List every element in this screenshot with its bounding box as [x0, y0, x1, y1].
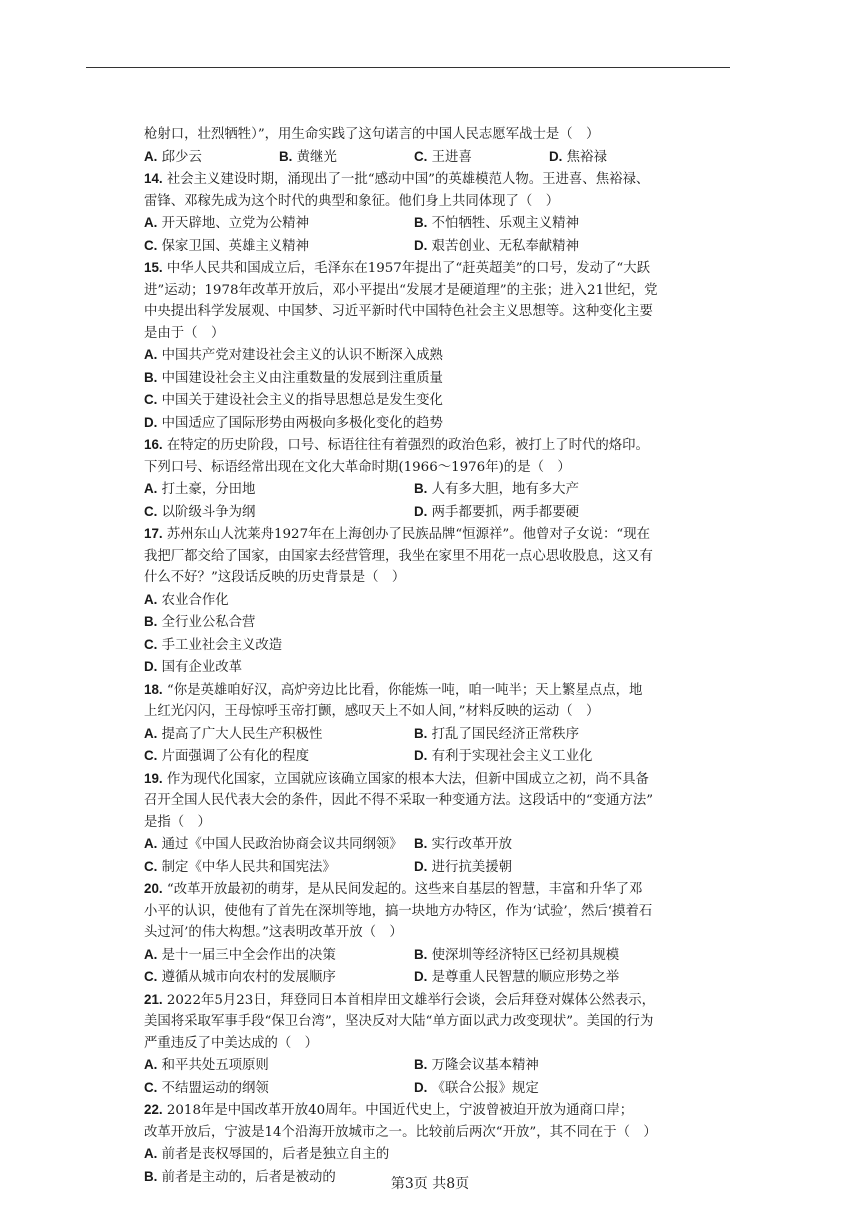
question-stem-line: [144, 191, 684, 213]
option-letter: B.: [144, 614, 158, 629]
question-stem-line: [144, 168, 684, 191]
answer-option[interactable]: [144, 944, 414, 967]
answer-option[interactable]: [414, 1054, 684, 1077]
question-stem-text: 是指（ ）: [144, 814, 211, 830]
option-text: 王进喜: [431, 149, 472, 165]
answer-options-row: [144, 745, 684, 768]
option-text: 焦裕禄: [566, 149, 607, 165]
question-stem-text: 2018年是中国改革开放40周年。中国近代史上，宁波曾被迫开放为通商口岸；: [166, 1103, 634, 1118]
option-letter: A.: [144, 347, 158, 362]
option-letter: D.: [549, 148, 563, 164]
answer-options-row: [144, 146, 684, 169]
option-letter: A.: [144, 481, 158, 496]
option-text: 是十一届三中全会作出的决策: [161, 947, 336, 963]
answer-option[interactable]: [144, 412, 443, 435]
answer-option[interactable]: [414, 833, 684, 856]
option-letter: C.: [144, 969, 158, 984]
answer-options-row: [144, 833, 684, 856]
answer-option[interactable]: [144, 589, 229, 612]
option-text: 前者是主动的，后者是被动的: [161, 1169, 336, 1185]
question-stem-text: 上红光闪闪，王母惊呼玉帝打颤，感叹天上不如人间，”材料反映的运动（ ）: [144, 704, 600, 719]
question-stem-line: [144, 1033, 684, 1055]
answer-option[interactable]: [549, 146, 684, 169]
question-stem-line: [144, 768, 684, 791]
option-letter: D.: [144, 659, 158, 674]
option-letter: C.: [144, 503, 158, 519]
question-stem-text: 雷锋、邓稼先成为这个时代的典型和象征。他们身上共同体现了（ ）: [144, 193, 560, 209]
question-stem-text: 头过河’的伟大构想。”这表明改革开放（ ）: [144, 925, 403, 940]
answer-option[interactable]: [414, 501, 684, 524]
option-text: 手工业社会主义改造: [161, 637, 283, 653]
question-stem-text: 小平的认识，使他有了首先在深圳等地，搞一块地方办特区，作为‘试验’，然后‘摸着石: [144, 903, 653, 919]
question-number: 14.: [144, 171, 163, 186]
answer-option[interactable]: [144, 389, 443, 412]
question-stem-text: 进”运动；1978年改革开放后，邓小平提出“发展才是硬道理”的主张；进入21世纪，党: [144, 282, 658, 298]
option-text: 中国建设社会主义由注重数量的发展到注重质量: [161, 370, 443, 386]
answer-option[interactable]: [414, 745, 684, 768]
option-text: 进行抗美援朝: [431, 859, 513, 875]
question-stem-text: 中央提出科学发展观、中国梦、习近平新时代中国特色社会主义思想等。这种变化主要: [144, 304, 653, 319]
exam-page-content: [144, 124, 684, 1188]
question-stem-text: 严重违反了中美达成的（ ）: [144, 1035, 319, 1051]
answer-option[interactable]: [414, 478, 684, 501]
question-stem-text: 社会主义建设时期，涌现出了一批“感动中国”的英雄模范人物。王进喜、焦裕禄、: [166, 172, 650, 187]
question-stem-line: [144, 434, 684, 457]
option-text: 制定《中华人民共和国宪法》: [161, 859, 336, 875]
question-stem-line: [144, 124, 684, 146]
answer-option[interactable]: [144, 966, 414, 989]
option-letter: D.: [144, 414, 158, 430]
answer-options-row: [144, 1077, 684, 1100]
option-letter: D.: [414, 503, 428, 519]
header-rule: [86, 67, 730, 68]
option-letter: D.: [414, 237, 428, 253]
answer-options-row: [144, 656, 684, 679]
question-stem-line: [144, 457, 684, 479]
option-text: 前者是丧权辱国的，后者是独立自主的: [161, 1147, 390, 1162]
question-number: 15.: [144, 260, 163, 275]
answer-option[interactable]: [414, 235, 684, 258]
answer-option[interactable]: [144, 478, 414, 501]
option-text: 《联合公报》规定: [431, 1080, 539, 1096]
question-stem-text: 改革开放后，宁波是14个沿海开放城市之一。比较前后两次“开放”，其不同在于（ ）: [144, 1124, 657, 1140]
option-text: 不结盟运动的纲领: [161, 1080, 269, 1096]
answer-options-row: [144, 966, 684, 989]
question-stem-text: 什么不好？”这段话反映的历史背景是（ ）: [144, 570, 406, 585]
answer-option[interactable]: [144, 723, 414, 746]
question-stem-line: [144, 1122, 684, 1144]
option-text: 中国共产党对建设社会主义的认识不断深入成熟: [161, 348, 443, 363]
question-stem-line: [144, 679, 684, 702]
answer-options-row: [144, 235, 684, 258]
option-letter: A.: [144, 148, 158, 164]
option-text: 是尊重人民智慧的顺应形势之举: [431, 970, 620, 985]
option-letter: A.: [144, 725, 158, 741]
option-letter: B.: [414, 725, 428, 741]
option-letter: B.: [144, 369, 158, 385]
option-text: 不怕牺牲、乐观主义精神: [431, 216, 579, 231]
option-letter: A.: [144, 836, 158, 851]
question-stem-text: 是由于（ ）: [144, 325, 225, 341]
option-text: 中国适应了国际形势由两极向多极化变化的趋势: [161, 415, 443, 431]
question-number: 16.: [144, 437, 163, 452]
answer-option[interactable]: [144, 235, 414, 258]
question-stem-line: [144, 567, 684, 589]
answer-option[interactable]: [144, 611, 255, 634]
question-stem-text: 苏州东山人沈莱舟1927年在上海创办了民族品牌“恒源祥”。他曾对子女说：“现在: [166, 527, 651, 542]
question-stem-line: [144, 301, 684, 323]
question-stem-line: [144, 257, 684, 280]
option-text: 艰苦创业、无私奉献精神: [431, 238, 579, 254]
question-number: 18.: [144, 681, 163, 697]
answer-option[interactable]: [144, 344, 443, 367]
answer-option[interactable]: [144, 1054, 414, 1077]
question-stem-text: “你是英雄咱好汉，高炉旁边比比看，你能炼一吨，咱一吨半；天上繁星点点，地: [166, 682, 643, 698]
question-stem-text: 枪射口，壮烈牺牲）”，用生命实践了这句诺言的中国人民志愿军战士是（ ）: [144, 127, 600, 142]
option-text: 万隆会议基本精神: [431, 1058, 539, 1073]
option-text: 农业合作化: [161, 592, 229, 608]
answer-option[interactable]: [279, 146, 414, 169]
option-letter: D.: [414, 1079, 428, 1095]
question-stem-text: 我把厂都交给了国家，由国家去经营管理，我坐在家里不用花一点心思收股息，这又有: [144, 548, 653, 564]
option-letter: B.: [144, 1168, 158, 1184]
question-stem-line: [144, 790, 684, 812]
option-letter: C.: [144, 636, 158, 652]
option-text: 国有企业改革: [161, 660, 243, 675]
answer-options-row: [144, 501, 684, 524]
answer-option[interactable]: [414, 212, 684, 235]
question-stem-line: [144, 546, 684, 568]
option-letter: B.: [414, 481, 428, 496]
question-stem-line: [144, 1099, 684, 1122]
answer-options-row: [144, 723, 684, 746]
answer-option[interactable]: [144, 146, 279, 169]
question-stem-text: 2022年5月23日，拜登同日本首相岸田文雄举行会谈，会后拜登对媒体公然表示，: [166, 992, 656, 1008]
option-text: 以阶级斗争为纲: [161, 504, 256, 520]
answer-option[interactable]: [144, 367, 443, 390]
option-letter: A.: [144, 215, 158, 230]
option-text: 中国关于建设社会主义的指导思想总是发生变化: [161, 393, 443, 408]
question-number: 20.: [144, 881, 163, 896]
option-letter: A.: [144, 946, 158, 962]
page-footer: 第3页 共8页: [390, 1176, 470, 1192]
option-letter: A.: [144, 591, 158, 607]
option-text: 提高了广大人民生产积极性: [161, 726, 323, 742]
option-letter: B.: [279, 148, 293, 164]
answer-option[interactable]: [144, 634, 282, 657]
question-stem-line: [144, 701, 684, 723]
option-letter: D.: [414, 748, 428, 763]
option-text: 打乱了国民经济正常秩序: [431, 726, 579, 742]
option-text: 片面强调了公有化的程度: [161, 749, 309, 764]
question-stem-line: [144, 901, 684, 923]
question-stem-text: 中华人民共和国成立后，毛泽东在1957年提出了“赶英超美”的口号，发动了“大跃: [166, 261, 651, 276]
question-stem-line: [144, 922, 684, 944]
question-number: 22.: [144, 1102, 163, 1117]
option-text: 打土豪，分田地: [161, 482, 256, 497]
answer-option[interactable]: [414, 723, 684, 746]
option-letter: D.: [414, 858, 428, 874]
answer-option[interactable]: [144, 856, 414, 879]
answer-options-row: [144, 611, 684, 634]
answer-option[interactable]: [414, 944, 684, 967]
option-letter: A.: [144, 1146, 158, 1161]
question-stem-line: [144, 878, 684, 901]
option-text: 黄继光: [296, 149, 337, 165]
option-letter: A.: [144, 1057, 158, 1072]
option-letter: B.: [414, 946, 428, 962]
option-text: 邱少云: [161, 149, 202, 165]
option-letter: C.: [414, 148, 428, 164]
option-text: 两手都要抓，两手都要硬: [431, 504, 579, 520]
option-text: 通过《中国人民政治协商会议共同纲领》: [161, 837, 403, 852]
question-number: 17.: [144, 526, 163, 541]
answer-options-row: [144, 634, 684, 657]
answer-option[interactable]: [414, 966, 684, 989]
answer-options-row: [144, 344, 684, 367]
question-stem-text: 在特定的历史阶段，口号、标语往往有着强烈的政治色彩，被打上了时代的烙印。: [166, 438, 649, 453]
answer-option[interactable]: [144, 1077, 414, 1100]
option-letter: C.: [144, 392, 158, 407]
option-text: 保家卫国、英雄主义精神: [161, 238, 309, 254]
answer-options-row: [144, 1143, 684, 1166]
question-stem-line: [144, 523, 684, 546]
option-text: 有利于实现社会主义工业化: [431, 749, 593, 764]
answer-option[interactable]: [414, 146, 549, 169]
option-text: 使深圳等经济特区已经初具规模: [431, 947, 620, 963]
answer-options-row: [144, 367, 684, 390]
answer-options-row: [144, 478, 684, 501]
option-letter: C.: [144, 1079, 158, 1095]
question-number: 21.: [144, 991, 163, 1007]
answer-options-row: [144, 589, 684, 612]
answer-option[interactable]: [144, 833, 414, 856]
question-stem-text: 下列口号、标语经常出现在文化大革命时期(1966～1976年)的是（ ）: [144, 459, 571, 475]
option-text: 开天辟地、立党为公精神: [161, 216, 309, 231]
option-letter: B.: [414, 1057, 428, 1072]
answer-options-row: [144, 389, 684, 412]
answer-option[interactable]: [144, 745, 414, 768]
answer-option[interactable]: [144, 1143, 389, 1166]
question-stem-line: [144, 1011, 684, 1033]
option-text: 遵循从城市向农村的发展顺序: [161, 970, 336, 985]
option-letter: B.: [414, 215, 428, 230]
answer-options-row: [144, 212, 684, 235]
question-stem-text: 美国将采取军事手段“保卫台湾”，坚决反对大陆“单方面以武力改变现状”。美国的行为: [144, 1014, 654, 1029]
question-stem-text: 召开全国人民代表大会的条件，因此不得不采取一种变通方法。这段话中的“变通方法”: [144, 793, 654, 808]
option-letter: B.: [414, 836, 428, 851]
answer-options-row: [144, 856, 684, 879]
option-text: 全行业公私合营: [161, 615, 256, 630]
option-letter: C.: [144, 237, 158, 253]
answer-option[interactable]: [414, 1077, 684, 1100]
answer-option[interactable]: [414, 856, 684, 879]
question-stem-text: “改革开放最初的萌芽，是从民间发起的。这些来自基层的智慧，丰富和升华了邓: [166, 882, 643, 897]
answer-options-row: [144, 1054, 684, 1077]
question-stem-line: [144, 323, 684, 345]
answer-options-row: [144, 412, 684, 435]
option-text: 和平共处五项原则: [161, 1058, 269, 1073]
answer-option[interactable]: [144, 212, 414, 235]
option-text: 人有多大胆，地有多大产: [431, 482, 579, 497]
question-stem-text: 作为现代化国家，立国就应该确立国家的根本大法，但新中国成立之初，尚不具备: [166, 771, 649, 787]
question-number: 19.: [144, 770, 163, 786]
answer-option[interactable]: [144, 501, 414, 524]
option-letter: D.: [414, 969, 428, 984]
answer-option[interactable]: [144, 656, 242, 679]
option-letter: C.: [144, 858, 158, 874]
question-stem-line: [144, 989, 684, 1012]
answer-options-row: [144, 944, 684, 967]
option-text: 实行改革开放: [431, 837, 513, 852]
question-stem-line: [144, 280, 684, 302]
option-letter: C.: [144, 748, 158, 763]
question-stem-line: [144, 812, 684, 834]
